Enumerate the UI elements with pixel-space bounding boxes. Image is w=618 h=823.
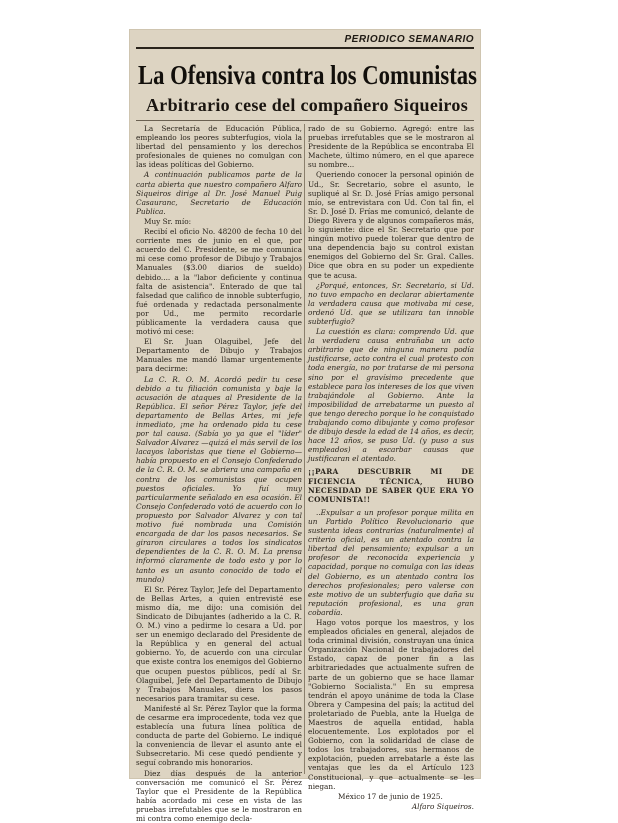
paragraph: ..Expulsar a un profesor porque milita en un Partido Político Revolucionario que sustenta ideas contrarias (naturalmente) al criterio oficial, es un atentado contra la libertad del pensamiento; expulsar a un profesor de reconocida experiencia y capacidad, porque no comulga con las ideas del Gobierno, es un atentado contra los derechos profesionales; pero valerse con este motivo de un subterfugio que daña su reputación profesional, es una gran cobardía.	[308, 507, 474, 617]
left-column	[136, 124, 302, 823]
paragraph: A continuación publicamos parte de la carta abierta que nuestro compañero Alfaro Siqueiros dirige al Dr. José Manuel Puig Casauranc, Secretario de Educación Publica.	[136, 170, 302, 216]
salutation: Muy Sr. mío:	[144, 216, 192, 226]
paragraph: Diez días después de la anterior conversación me comunicó el Sr. Pérez Taylor que el Presidente de la República había acordado mi cese en vista de las pruebas irrefutables que se le mostraron en mi contra como enemigo decla-	[136, 768, 302, 823]
paragraph: El Sr. Juan Olaguibel, Jefe del Departamento de Dibujo y Trabajos Manuales me mandó llamar urgentemente para decirme:	[136, 337, 302, 374]
headline-rule	[136, 120, 474, 121]
paragraph: La Secretaría de Educación Pública, empleando los peores subterfugios, viola la libertad del pensamiento y los derechos profesionales de quienes no comulgan con las ideas políticas del Gobierno.	[136, 124, 302, 170]
dateline: México 17 de junio de 1925.	[338, 791, 443, 801]
newspaper-clipping	[130, 30, 480, 823]
emphasis-heading: ¡¡PARA DESCUBRIR MI DE FICIENCIA TÉCNICA, HUBO NECESIDAD DE SABER QUE ERA YO COMUNISTA!!	[308, 467, 474, 504]
paragraph: Recibí el oficio No. 48200 de fecha 10 del corriente mes de junio en el que, por acuerdo del C. Presidente, se me comunica mi cese como profesor de Dibujo y Trabajos Manuales ($3.00 diarios de sueldo) debido.... a la "labor deficiente y continua falta de asistencia". Enterado de que tal falsedad que califico de innoble subterfugio, fué ordenada y redactada personalmente por Ud., me permito recordarle públicamente la verdadera causa que motivó mi cese:	[136, 227, 302, 337]
paragraph: La C. R. O. M. Acordó pedir tu cese debido a tu filiación comunista y baje la acusación de ataques al Presidente de la República. El señor Pérez Taylor, jefe del departamento de Bellas Artes, mi jefe inmediato, ¡me ha ordenado pida tu cese por tal causa. (Sabía yo ya que el "líder" Salvador Alvarez —quizá el más servil de los lacayos laboristas que tiene el Gobierno— había propuesto en el Consejo Confederado de la C. R. O. M. se abriera una campaña en contra de los comunistas que ocupen puestos oficiales. Yo fuí muy particularmente señalado en esa ocasión. El Consejo Confederado votó de acuerdo con lo propuesto por Salvador Alvarez y con tal motivo fué nombrada una Comisión encargada de dar los pasos necesarios. Se giraron circulares a todos los sindicatos dependientes de la C. R. O. M. La prensa informó claramente de todo esto y por lo tanto es un asunto conocido de todo el mundo)	[136, 374, 302, 584]
paragraph: ¿Porqué, entonces, Sr. Secretario, si Ud. no tuvo empacho en declarar abiertamente la verdadera causa que motivaba mi cese, ordenó Ud. que se utilizara tan innoble subterfugio?	[308, 280, 474, 326]
paragraph: La cuestión es clara: comprendo Ud. que la verdadera causa entrañaba un acto arbitrario que de ninguna manera podía justificarse, acto contra el cual protesto con toda energía, no por tratarse de mi persona sino por el gravísimo precedente que establece para los intereses de los que viven trabajándole al Gobierno. Ante la imposibilidad de arrebatarme un puesto al que tengo derecho porque lo he conquistado trabajando como dibujante y como profesor de dibujo desde la edad de 14 años, es decir, hace 12 años, se puso Ud. (y puso a sus empleados) a escarbar causas que justificaran el atentado.	[308, 327, 474, 464]
paragraph: rado de su Gobierno. Agregó: entre las pruebas irrefutables que se le mostraron al Presidente de la República se encontraba El Machete, último número, en el que aparece su nombre...	[308, 124, 474, 170]
column-divider	[304, 124, 305, 774]
paragraph: Manifesté al Sr. Pérez Taylor que la forma de cesarme era improcedente, toda vez que establecía una futura línea política de conducta de parte del Gobierno. Le indiqué la conveniencia de llevar el asunto ante el Subsecretario. Mi cese quedó pendiente y seguí cobrando mis honorarios.	[136, 703, 302, 768]
paragraph: Queriendo conocer la personal opinión de Ud., Sr. Secretario, sobre el asunto, le supliqué al Sr. D. José Frías amigo personal mío, se entrevistara con Ud. Con tal fin, el Sr. D. José D. Frías me comunicó, delante de Diego Rivera y de algunos compañeros más, lo siguiente: dice el Sr. Secretario que por ningún motivo puede tolerar que dentro de una dependencia bajo su control existan enemigos del Gobierno del Sr. Gral. Calles. Dice que obra en su poder un expediente que te acusa.	[308, 170, 474, 280]
top-rule	[136, 47, 474, 49]
subheadline: Arbitrario cese del compañero Siqueiros	[146, 95, 468, 115]
newspaper-name: PERIODICO SEMANARIO	[344, 34, 474, 45]
paragraph: El Sr. Pérez Taylor, Jefe del Departamento de Bellas Artes, a quien entrevisté ese mismo día, me dijo: una comisión del Sindicato de Dibujantes (adherido a la C. R. O. M.) vino a pedirme lo cesara a Ud. por ser un enemigo declarado del Presidente de la República y en general del actual gobierno. Yo, de acuerdo con una circular que existe contra los enemigos del Gobierno que ocupen puestos públicos, pedí al Sr. Olaguibel, Jefe del Departamento de Dibujo y Trabajos Manuales, diera los pasos necesarios para tramitar su cese.	[136, 584, 302, 703]
paragraph: Hago votos porque los maestros, y los empleados oficiales en general, alejados de toda criminal división, construyan una única Organización Nacional de trabajadores del Estado, capaz de poner fin a las arbitrariedades que actualmente sufren de parte de un gobierno que se hace llamar "Gobierno Socialista." En su empresa tendrán el apoyo unánime de toda la Clase Obrera y Campesina del país; la actitud del proletariado de Puebla, ante la Huelga de Maestros de aquella entidad, habla elocuentemente. Los explotados por el Gobierno, con la solidaridad de clase de todos los trabajadores, sus hermanos de explotación, pueden arrebatarle a éste las ventajas que les da el Artículo 123 Constitucional, y que actualmente se les niegan.	[308, 617, 474, 791]
headline: La Ofensiva contra los Comunistas	[138, 60, 477, 90]
signature: Alfaro Siqueiros.	[411, 801, 474, 811]
right-column	[308, 124, 474, 811]
